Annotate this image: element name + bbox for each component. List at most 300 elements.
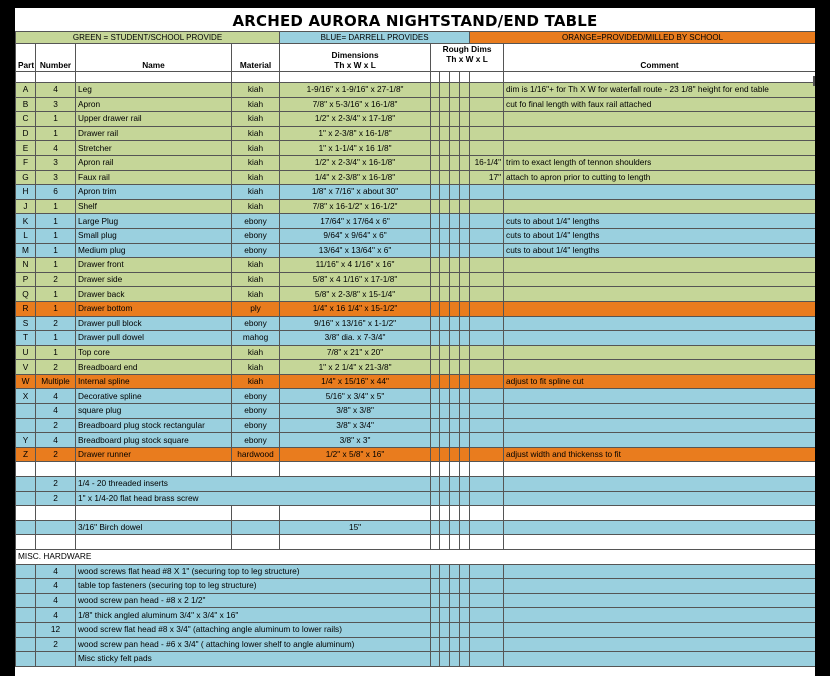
cell-comment[interactable] <box>504 535 815 550</box>
cell-rough[interactable] <box>440 637 450 652</box>
cell-dimensions[interactable]: 3/8" x 3" <box>280 433 431 448</box>
cell-comment[interactable] <box>504 331 815 346</box>
cell-part[interactable]: L <box>16 228 36 243</box>
cell-rough-b[interactable] <box>440 535 450 550</box>
cell-dimensions[interactable]: 1/4" x 2-3/8" x 16-1/8" <box>280 170 431 185</box>
cell-rough[interactable] <box>431 579 440 594</box>
cell-part[interactable]: A <box>16 83 36 98</box>
cell-rough-a[interactable] <box>431 185 440 200</box>
cell-rough-dims[interactable]: 17" <box>470 170 504 185</box>
cell-rough-c[interactable] <box>450 272 460 287</box>
cell-name[interactable]: Top core <box>76 345 232 360</box>
cell-part[interactable]: H <box>16 185 36 200</box>
cell-dimensions[interactable]: 1" x 2-3/8" x 16-1/8" <box>280 126 431 141</box>
cell-rough[interactable] <box>431 652 440 667</box>
cell-rough-b[interactable] <box>440 389 450 404</box>
cell-rough-b[interactable] <box>440 491 450 506</box>
cell-rough-a[interactable] <box>431 170 440 185</box>
cell-part[interactable]: G <box>16 170 36 185</box>
cell-part[interactable]: J <box>16 199 36 214</box>
cell-rough-d[interactable] <box>460 404 470 419</box>
cell-dimensions[interactable]: 1/2" x 2-3/4" x 17-1/8" <box>280 112 431 127</box>
cell-name[interactable]: Internal spline <box>76 374 232 389</box>
cell-rough-b[interactable] <box>440 374 450 389</box>
cell-rough[interactable] <box>440 622 450 637</box>
cell-rough-c[interactable] <box>450 155 460 170</box>
cell-dimensions[interactable]: 1" x 2 1/4" x 21-3/8" <box>280 360 431 375</box>
cell-rough-c[interactable] <box>450 83 460 98</box>
cell-name[interactable]: wood screws flat head #8 X 1" (securing top to leg structure) <box>76 564 431 579</box>
cell-rough[interactable] <box>470 652 504 667</box>
cell-rough-c[interactable] <box>450 345 460 360</box>
cell-rough-b[interactable] <box>440 272 450 287</box>
cell-rough-b[interactable] <box>440 506 450 521</box>
cell-dimensions[interactable]: 5/16" x 3/4" x 5" <box>280 389 431 404</box>
cell-name[interactable]: Breadboard plug stock rectangular <box>76 418 232 433</box>
cell-name[interactable]: Small plug <box>76 228 232 243</box>
cell-material[interactable]: kiah <box>232 199 280 214</box>
cell-rough[interactable] <box>440 593 450 608</box>
cell-rough-c[interactable] <box>450 520 460 535</box>
cell-number[interactable]: 2 <box>36 360 76 375</box>
cell-rough[interactable] <box>470 579 504 594</box>
cell-number[interactable]: 4 <box>36 593 76 608</box>
cell-rough-dims[interactable] <box>470 404 504 419</box>
cell-comment[interactable] <box>504 579 815 594</box>
cell-rough[interactable] <box>460 608 470 623</box>
cell-rough-a[interactable] <box>431 272 440 287</box>
cell-rough[interactable] <box>460 652 470 667</box>
cell-rough-dims[interactable] <box>470 447 504 462</box>
cell-comment[interactable] <box>504 564 815 579</box>
cell-number[interactable]: 1 <box>36 345 76 360</box>
cell-comment[interactable]: cut fo final length with faux rail attached <box>504 97 815 112</box>
cell-number[interactable]: 4 <box>36 83 76 98</box>
cell-rough-d[interactable] <box>460 83 470 98</box>
cell-rough-b[interactable] <box>440 477 450 492</box>
cell-rough-d[interactable] <box>460 301 470 316</box>
cell-rough[interactable] <box>470 608 504 623</box>
cell-name[interactable]: Drawer runner <box>76 447 232 462</box>
cell-part[interactable] <box>16 418 36 433</box>
cell-rough-a[interactable] <box>431 83 440 98</box>
cell-rough-c[interactable] <box>450 374 460 389</box>
cell-name[interactable]: Misc sticky felt pads <box>76 652 431 667</box>
cell-rough-b[interactable] <box>440 331 450 346</box>
cell-rough-dims[interactable] <box>470 360 504 375</box>
cell-rough-a[interactable] <box>431 535 440 550</box>
cell-part[interactable]: W <box>16 374 36 389</box>
cell-rough-c[interactable] <box>450 389 460 404</box>
cell-material[interactable]: kiah <box>232 155 280 170</box>
cell-rough-a[interactable] <box>431 112 440 127</box>
cell-rough[interactable] <box>460 579 470 594</box>
cell-name[interactable]: wood screw pan head - #8 x 2 1/2" <box>76 593 431 608</box>
cell-rough-a[interactable] <box>431 301 440 316</box>
cell-number[interactable]: 1 <box>36 112 76 127</box>
cell-rough-a[interactable] <box>431 520 440 535</box>
cell-name[interactable]: Drawer pull block <box>76 316 232 331</box>
cell-comment[interactable] <box>504 622 815 637</box>
cell-rough-a[interactable] <box>431 214 440 229</box>
cell-rough-d[interactable] <box>460 374 470 389</box>
cell-rough-c[interactable] <box>450 199 460 214</box>
cell-name[interactable]: Drawer bottom <box>76 301 232 316</box>
cell-rough-c[interactable] <box>450 243 460 258</box>
cell-name[interactable]: 3/16" Birch dowel <box>76 520 232 535</box>
cell-rough-dims[interactable] <box>470 374 504 389</box>
cell-part[interactable] <box>16 608 36 623</box>
cell-rough-d[interactable] <box>460 170 470 185</box>
cell-part[interactable] <box>16 579 36 594</box>
cell-number[interactable] <box>36 506 76 521</box>
cell-material[interactable]: ebony <box>232 228 280 243</box>
cell-dimensions[interactable] <box>280 506 431 521</box>
cell-rough-b[interactable] <box>440 243 450 258</box>
cell-part[interactable]: C <box>16 112 36 127</box>
cell-number[interactable] <box>36 535 76 550</box>
cell-comment[interactable] <box>504 126 815 141</box>
cell-rough[interactable] <box>460 637 470 652</box>
cell-comment[interactable] <box>504 652 815 667</box>
cell-part[interactable]: U <box>16 345 36 360</box>
cell-rough-dims[interactable] <box>470 97 504 112</box>
cell-rough[interactable] <box>450 593 460 608</box>
cell-material[interactable]: ebony <box>232 389 280 404</box>
cell-comment[interactable]: cuts to about 1/4" lengths <box>504 243 815 258</box>
cell-rough-dims[interactable] <box>470 126 504 141</box>
cell-material[interactable]: kiah <box>232 345 280 360</box>
cell-name[interactable] <box>76 506 232 521</box>
cell-dimensions[interactable]: 1-9/16" x 1-9/16" x 27-1/8" <box>280 83 431 98</box>
cell-name[interactable]: Large Plug <box>76 214 232 229</box>
cell-name[interactable]: Drawer pull dowel <box>76 331 232 346</box>
cell-name[interactable]: 1/4 - 20 threaded inserts <box>76 477 431 492</box>
cell-number[interactable]: 1 <box>36 126 76 141</box>
cell-comment[interactable] <box>504 506 815 521</box>
cell-comment[interactable] <box>504 199 815 214</box>
cell-comment[interactable] <box>504 491 815 506</box>
cell-rough-c[interactable] <box>450 506 460 521</box>
cell-rough-c[interactable] <box>450 185 460 200</box>
cell-rough[interactable] <box>450 579 460 594</box>
cell-part[interactable] <box>16 637 36 652</box>
cell-rough-b[interactable] <box>440 345 450 360</box>
cell-name[interactable]: Apron <box>76 97 232 112</box>
cell-comment[interactable] <box>504 477 815 492</box>
cell-rough-b[interactable] <box>440 170 450 185</box>
cell-rough-b[interactable] <box>440 185 450 200</box>
cell-number[interactable]: 4 <box>36 433 76 448</box>
cell-rough-c[interactable] <box>450 228 460 243</box>
cell-material[interactable]: hardwood <box>232 447 280 462</box>
cell-dimensions[interactable]: 15" <box>280 520 431 535</box>
cell-rough-dims[interactable] <box>470 477 504 492</box>
cell-rough-b[interactable] <box>440 433 450 448</box>
cell-rough-c[interactable] <box>450 447 460 462</box>
cell-rough[interactable] <box>450 564 460 579</box>
cell-rough-dims[interactable] <box>470 535 504 550</box>
cell-rough-d[interactable] <box>460 287 470 302</box>
cell-number[interactable]: 2 <box>36 418 76 433</box>
cell-name[interactable]: Upper drawer rail <box>76 112 232 127</box>
cell-name[interactable]: wood screw pan head - #6 x 3/4" ( attaching lower shelf to angle aluminum) <box>76 637 431 652</box>
cell-comment[interactable] <box>504 433 815 448</box>
cell-rough[interactable] <box>460 564 470 579</box>
cell-rough-d[interactable] <box>460 520 470 535</box>
cell-rough-dims[interactable] <box>470 506 504 521</box>
cell-dimensions[interactable]: 3/8" dia. x 7-3/4" <box>280 331 431 346</box>
cell-dimensions[interactable]: 7/8" x 5-3/16" x 16-1/8" <box>280 97 431 112</box>
cell-dimensions[interactable]: 1/4" x 15/16" x 44" <box>280 374 431 389</box>
cell-material[interactable]: ebony <box>232 214 280 229</box>
cell-material[interactable]: ebony <box>232 433 280 448</box>
cell-rough-dims[interactable] <box>470 258 504 273</box>
cell-material[interactable]: ebony <box>232 243 280 258</box>
cell-rough-c[interactable] <box>450 126 460 141</box>
cell-rough-a[interactable] <box>431 491 440 506</box>
cell-rough-c[interactable] <box>450 170 460 185</box>
cell-rough-b[interactable] <box>440 228 450 243</box>
cell-rough-c[interactable] <box>450 112 460 127</box>
cell-part[interactable] <box>16 593 36 608</box>
cell-comment[interactable] <box>504 316 815 331</box>
cell-material[interactable] <box>232 535 280 550</box>
cell-part[interactable] <box>16 652 36 667</box>
cell-rough-a[interactable] <box>431 287 440 302</box>
cell-rough-d[interactable] <box>460 214 470 229</box>
cell-number[interactable]: 4 <box>36 404 76 419</box>
cell-material[interactable]: kiah <box>232 83 280 98</box>
cell-rough-dims[interactable] <box>470 141 504 156</box>
cell-rough-d[interactable] <box>460 345 470 360</box>
cell-rough[interactable] <box>431 608 440 623</box>
cell-rough-b[interactable] <box>440 360 450 375</box>
cell-rough-d[interactable] <box>460 433 470 448</box>
cell-dimensions[interactable]: 5/8" x 2-3/8" x 15-1/4" <box>280 287 431 302</box>
cell-rough-b[interactable] <box>440 520 450 535</box>
cell-rough-a[interactable] <box>431 404 440 419</box>
cell-dimensions[interactable]: 9/64" x 9/64" x 6" <box>280 228 431 243</box>
cell-comment[interactable] <box>504 272 815 287</box>
cell-rough-d[interactable] <box>460 185 470 200</box>
cell-rough-c[interactable] <box>450 141 460 156</box>
cell-part[interactable]: D <box>16 126 36 141</box>
cell-rough-a[interactable] <box>431 345 440 360</box>
cell-number[interactable]: 2 <box>36 272 76 287</box>
cell-rough[interactable] <box>440 579 450 594</box>
cell-number[interactable]: 1 <box>36 331 76 346</box>
cell-rough-a[interactable] <box>431 389 440 404</box>
cell-material[interactable]: kiah <box>232 97 280 112</box>
cell-material[interactable]: ebony <box>232 418 280 433</box>
cell-rough-dims[interactable] <box>470 331 504 346</box>
cell-number[interactable]: 3 <box>36 155 76 170</box>
cell-part[interactable] <box>16 564 36 579</box>
cell-material[interactable]: ebony <box>232 316 280 331</box>
cell-rough-b[interactable] <box>440 83 450 98</box>
cell-number[interactable]: 4 <box>36 389 76 404</box>
cell-dimensions[interactable]: 7/8" x 16-1/2" x 16-1/2" <box>280 199 431 214</box>
cell-name[interactable]: Apron rail <box>76 155 232 170</box>
cell-rough-dims[interactable] <box>470 433 504 448</box>
cell-dimensions[interactable]: 13/64" x 13/64" x 6" <box>280 243 431 258</box>
cell-number[interactable]: 2 <box>36 491 76 506</box>
cell-part[interactable]: Y <box>16 433 36 448</box>
cell-rough-c[interactable] <box>450 97 460 112</box>
cell-rough[interactable] <box>440 608 450 623</box>
cell-dimensions[interactable]: 3/8" x 3/8" <box>280 404 431 419</box>
cell-number[interactable]: 1 <box>36 258 76 273</box>
cell-rough-b[interactable] <box>440 112 450 127</box>
cell-rough-a[interactable] <box>431 477 440 492</box>
cell-rough-a[interactable] <box>431 360 440 375</box>
cell-rough-d[interactable] <box>460 272 470 287</box>
cell-comment[interactable]: trim to exact length of tennon shoulders <box>504 155 815 170</box>
cell-rough-dims[interactable] <box>470 287 504 302</box>
cell-rough-dims[interactable] <box>470 301 504 316</box>
cell-part[interactable] <box>16 520 36 535</box>
cell-rough[interactable] <box>460 622 470 637</box>
cell-number[interactable]: 4 <box>36 141 76 156</box>
cell-rough-dims[interactable] <box>470 228 504 243</box>
cell-rough-d[interactable] <box>460 141 470 156</box>
cell-name[interactable]: Leg <box>76 83 232 98</box>
cell-rough-dims[interactable] <box>470 462 504 477</box>
cell-dimensions[interactable]: 7/8" x 21" x 20" <box>280 345 431 360</box>
cell-material[interactable]: kiah <box>232 360 280 375</box>
cell-rough-b[interactable] <box>440 316 450 331</box>
cell-rough-dims[interactable]: 16-1/4" <box>470 155 504 170</box>
cell-part[interactable]: E <box>16 141 36 156</box>
cell-dimensions[interactable]: 1/4" x 16 1/4" x 15-1/2" <box>280 301 431 316</box>
cell-comment[interactable]: cuts to about 1/4" lengths <box>504 228 815 243</box>
cell-rough-d[interactable] <box>460 418 470 433</box>
cell-rough-dims[interactable] <box>470 83 504 98</box>
cell-rough-dims[interactable] <box>470 491 504 506</box>
cell-rough-b[interactable] <box>440 141 450 156</box>
cell-rough-c[interactable] <box>450 360 460 375</box>
cell-number[interactable]: 1 <box>36 214 76 229</box>
cell-name[interactable]: Drawer rail <box>76 126 232 141</box>
cell-rough-c[interactable] <box>450 214 460 229</box>
cell-rough[interactable] <box>440 652 450 667</box>
cell-dimensions[interactable] <box>280 535 431 550</box>
cell-rough-d[interactable] <box>460 97 470 112</box>
cell-rough-b[interactable] <box>440 199 450 214</box>
cell-material[interactable]: ebony <box>232 404 280 419</box>
cell-rough-d[interactable] <box>460 258 470 273</box>
cell-comment[interactable]: adjust width and thickenss to fit <box>504 447 815 462</box>
cell-part[interactable] <box>16 477 36 492</box>
cell-rough-d[interactable] <box>460 535 470 550</box>
cell-rough[interactable] <box>440 564 450 579</box>
cell-part[interactable]: T <box>16 331 36 346</box>
cell-rough-b[interactable] <box>440 214 450 229</box>
cell-rough-d[interactable] <box>460 331 470 346</box>
cell-rough-dims[interactable] <box>470 345 504 360</box>
cell-rough-d[interactable] <box>460 477 470 492</box>
cell-rough-a[interactable] <box>431 331 440 346</box>
cell-rough-a[interactable] <box>431 243 440 258</box>
cell-rough-a[interactable] <box>431 447 440 462</box>
cell-rough-dims[interactable] <box>470 272 504 287</box>
cell-rough[interactable] <box>431 622 440 637</box>
cell-comment[interactable] <box>504 418 815 433</box>
cell-material[interactable] <box>232 520 280 535</box>
cell-rough[interactable] <box>431 564 440 579</box>
cell-part[interactable]: V <box>16 360 36 375</box>
cell-number[interactable] <box>36 652 76 667</box>
cell-rough-dims[interactable] <box>470 316 504 331</box>
cell-rough[interactable] <box>470 637 504 652</box>
cell-rough-d[interactable] <box>460 491 470 506</box>
cell-rough-c[interactable] <box>450 433 460 448</box>
cell-part[interactable] <box>16 462 36 477</box>
cell-dimensions[interactable]: 1/2" x 2-3/4" x 16-1/8" <box>280 155 431 170</box>
cell-rough-b[interactable] <box>440 155 450 170</box>
cell-rough-a[interactable] <box>431 199 440 214</box>
cell-rough-b[interactable] <box>440 418 450 433</box>
cell-comment[interactable] <box>504 141 815 156</box>
cell-name[interactable]: Breadboard end <box>76 360 232 375</box>
cell-rough-c[interactable] <box>450 491 460 506</box>
cell-rough-d[interactable] <box>460 360 470 375</box>
cell-material[interactable]: mahog <box>232 331 280 346</box>
cell-part[interactable]: F <box>16 155 36 170</box>
cell-number[interactable]: 1 <box>36 287 76 302</box>
cell-part[interactable]: K <box>16 214 36 229</box>
cell-comment[interactable] <box>504 301 815 316</box>
cell-material[interactable]: kiah <box>232 287 280 302</box>
cell-rough[interactable] <box>450 637 460 652</box>
cell-material[interactable]: kiah <box>232 272 280 287</box>
cell-comment[interactable] <box>504 185 815 200</box>
cell-rough-dims[interactable] <box>470 243 504 258</box>
cell-rough-b[interactable] <box>440 447 450 462</box>
cell-name[interactable]: Apron trim <box>76 185 232 200</box>
cell-name[interactable] <box>76 462 232 477</box>
cell-number[interactable]: 12 <box>36 622 76 637</box>
cell-name[interactable]: 1" x 1/4-20 flat head brass screw <box>76 491 431 506</box>
cell-number[interactable]: 2 <box>36 316 76 331</box>
cell-rough[interactable] <box>450 622 460 637</box>
cell-rough-d[interactable] <box>460 316 470 331</box>
cell-rough-a[interactable] <box>431 141 440 156</box>
cell-rough-dims[interactable] <box>470 199 504 214</box>
cell-name[interactable]: Stretcher <box>76 141 232 156</box>
cell-rough-a[interactable] <box>431 506 440 521</box>
cell-number[interactable]: 2 <box>36 447 76 462</box>
cell-material[interactable]: kiah <box>232 126 280 141</box>
cell-rough-d[interactable] <box>460 199 470 214</box>
cell-name[interactable]: Shelf <box>76 199 232 214</box>
cell-number[interactable]: 2 <box>36 477 76 492</box>
cell-material[interactable]: kiah <box>232 141 280 156</box>
cell-number[interactable]: 3 <box>36 97 76 112</box>
cell-rough-d[interactable] <box>460 126 470 141</box>
cell-rough[interactable] <box>450 608 460 623</box>
cell-part[interactable]: Z <box>16 447 36 462</box>
cell-rough-dims[interactable] <box>470 389 504 404</box>
cell-number[interactable]: 4 <box>36 579 76 594</box>
cell-rough-b[interactable] <box>440 462 450 477</box>
cell-number[interactable]: 3 <box>36 170 76 185</box>
cell-comment[interactable] <box>504 404 815 419</box>
cell-rough-a[interactable] <box>431 155 440 170</box>
cell-rough[interactable] <box>470 622 504 637</box>
cell-comment[interactable] <box>504 345 815 360</box>
